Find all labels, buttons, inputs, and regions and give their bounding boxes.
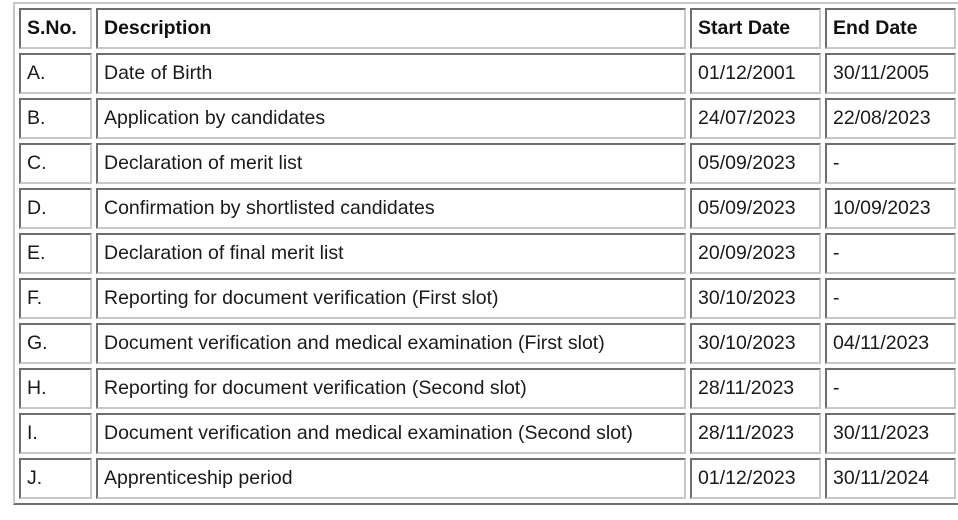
cell-description: Application by candidates — [96, 98, 686, 139]
cell-sno: G. — [19, 323, 92, 364]
cell-description: Document verification and medical examination (Second slot) — [96, 413, 686, 454]
cell-start-date: 01/12/2023 — [690, 458, 821, 499]
cell-end-date: - — [825, 368, 956, 409]
cell-end-date: 30/11/2005 — [825, 53, 956, 94]
cell-end-date: - — [825, 233, 956, 274]
table-header-row — [19, 8, 956, 49]
cell-start-date: 05/09/2023 — [690, 143, 821, 184]
cell-end-date: - — [825, 278, 956, 319]
table-row — [19, 323, 956, 364]
table-row — [19, 368, 956, 409]
cell-end-date: 10/09/2023 — [825, 188, 956, 229]
cell-start-date: 30/10/2023 — [690, 278, 821, 319]
cell-sno: A. — [19, 53, 92, 94]
cell-start-date: 28/11/2023 — [690, 413, 821, 454]
cell-description: Apprenticeship period — [96, 458, 686, 499]
table-row — [19, 233, 956, 274]
cell-sno: I. — [19, 413, 92, 454]
header-start-date: Start Date — [690, 8, 821, 49]
cell-sno: D. — [19, 188, 92, 229]
cell-end-date: 30/11/2023 — [825, 413, 956, 454]
schedule-table-container — [13, 2, 958, 505]
cell-description: Date of Birth — [96, 53, 686, 94]
header-sno: S.No. — [19, 8, 92, 49]
cell-description: Declaration of merit list — [96, 143, 686, 184]
cell-sno: C. — [19, 143, 92, 184]
cell-sno: E. — [19, 233, 92, 274]
cell-description: Declaration of final merit list — [96, 233, 686, 274]
table-row — [19, 143, 956, 184]
cell-end-date: 22/08/2023 — [825, 98, 956, 139]
cell-description: Reporting for document verification (Second slot) — [96, 368, 686, 409]
cell-sno: H. — [19, 368, 92, 409]
cell-description: Document verification and medical examination (First slot) — [96, 323, 686, 364]
cell-sno: J. — [19, 458, 92, 499]
cell-end-date: 30/11/2024 — [825, 458, 956, 499]
cell-start-date: 28/11/2023 — [690, 368, 821, 409]
cell-start-date: 30/10/2023 — [690, 323, 821, 364]
cell-sno: F. — [19, 278, 92, 319]
table-row — [19, 188, 956, 229]
header-end-date: End Date — [825, 8, 956, 49]
cell-description: Confirmation by shortlisted candidates — [96, 188, 686, 229]
schedule-table — [13, 2, 958, 505]
table-row — [19, 98, 956, 139]
cell-description: Reporting for document verification (First slot) — [96, 278, 686, 319]
table-row — [19, 53, 956, 94]
cell-start-date: 20/09/2023 — [690, 233, 821, 274]
table-row — [19, 458, 956, 499]
cell-start-date: 24/07/2023 — [690, 98, 821, 139]
cell-start-date: 05/09/2023 — [690, 188, 821, 229]
cell-end-date: - — [825, 143, 956, 184]
table-row — [19, 278, 956, 319]
table-row — [19, 413, 956, 454]
cell-sno: B. — [19, 98, 92, 139]
cell-end-date: 04/11/2023 — [825, 323, 956, 364]
cell-start-date: 01/12/2001 — [690, 53, 821, 94]
header-description: Description — [96, 8, 686, 49]
